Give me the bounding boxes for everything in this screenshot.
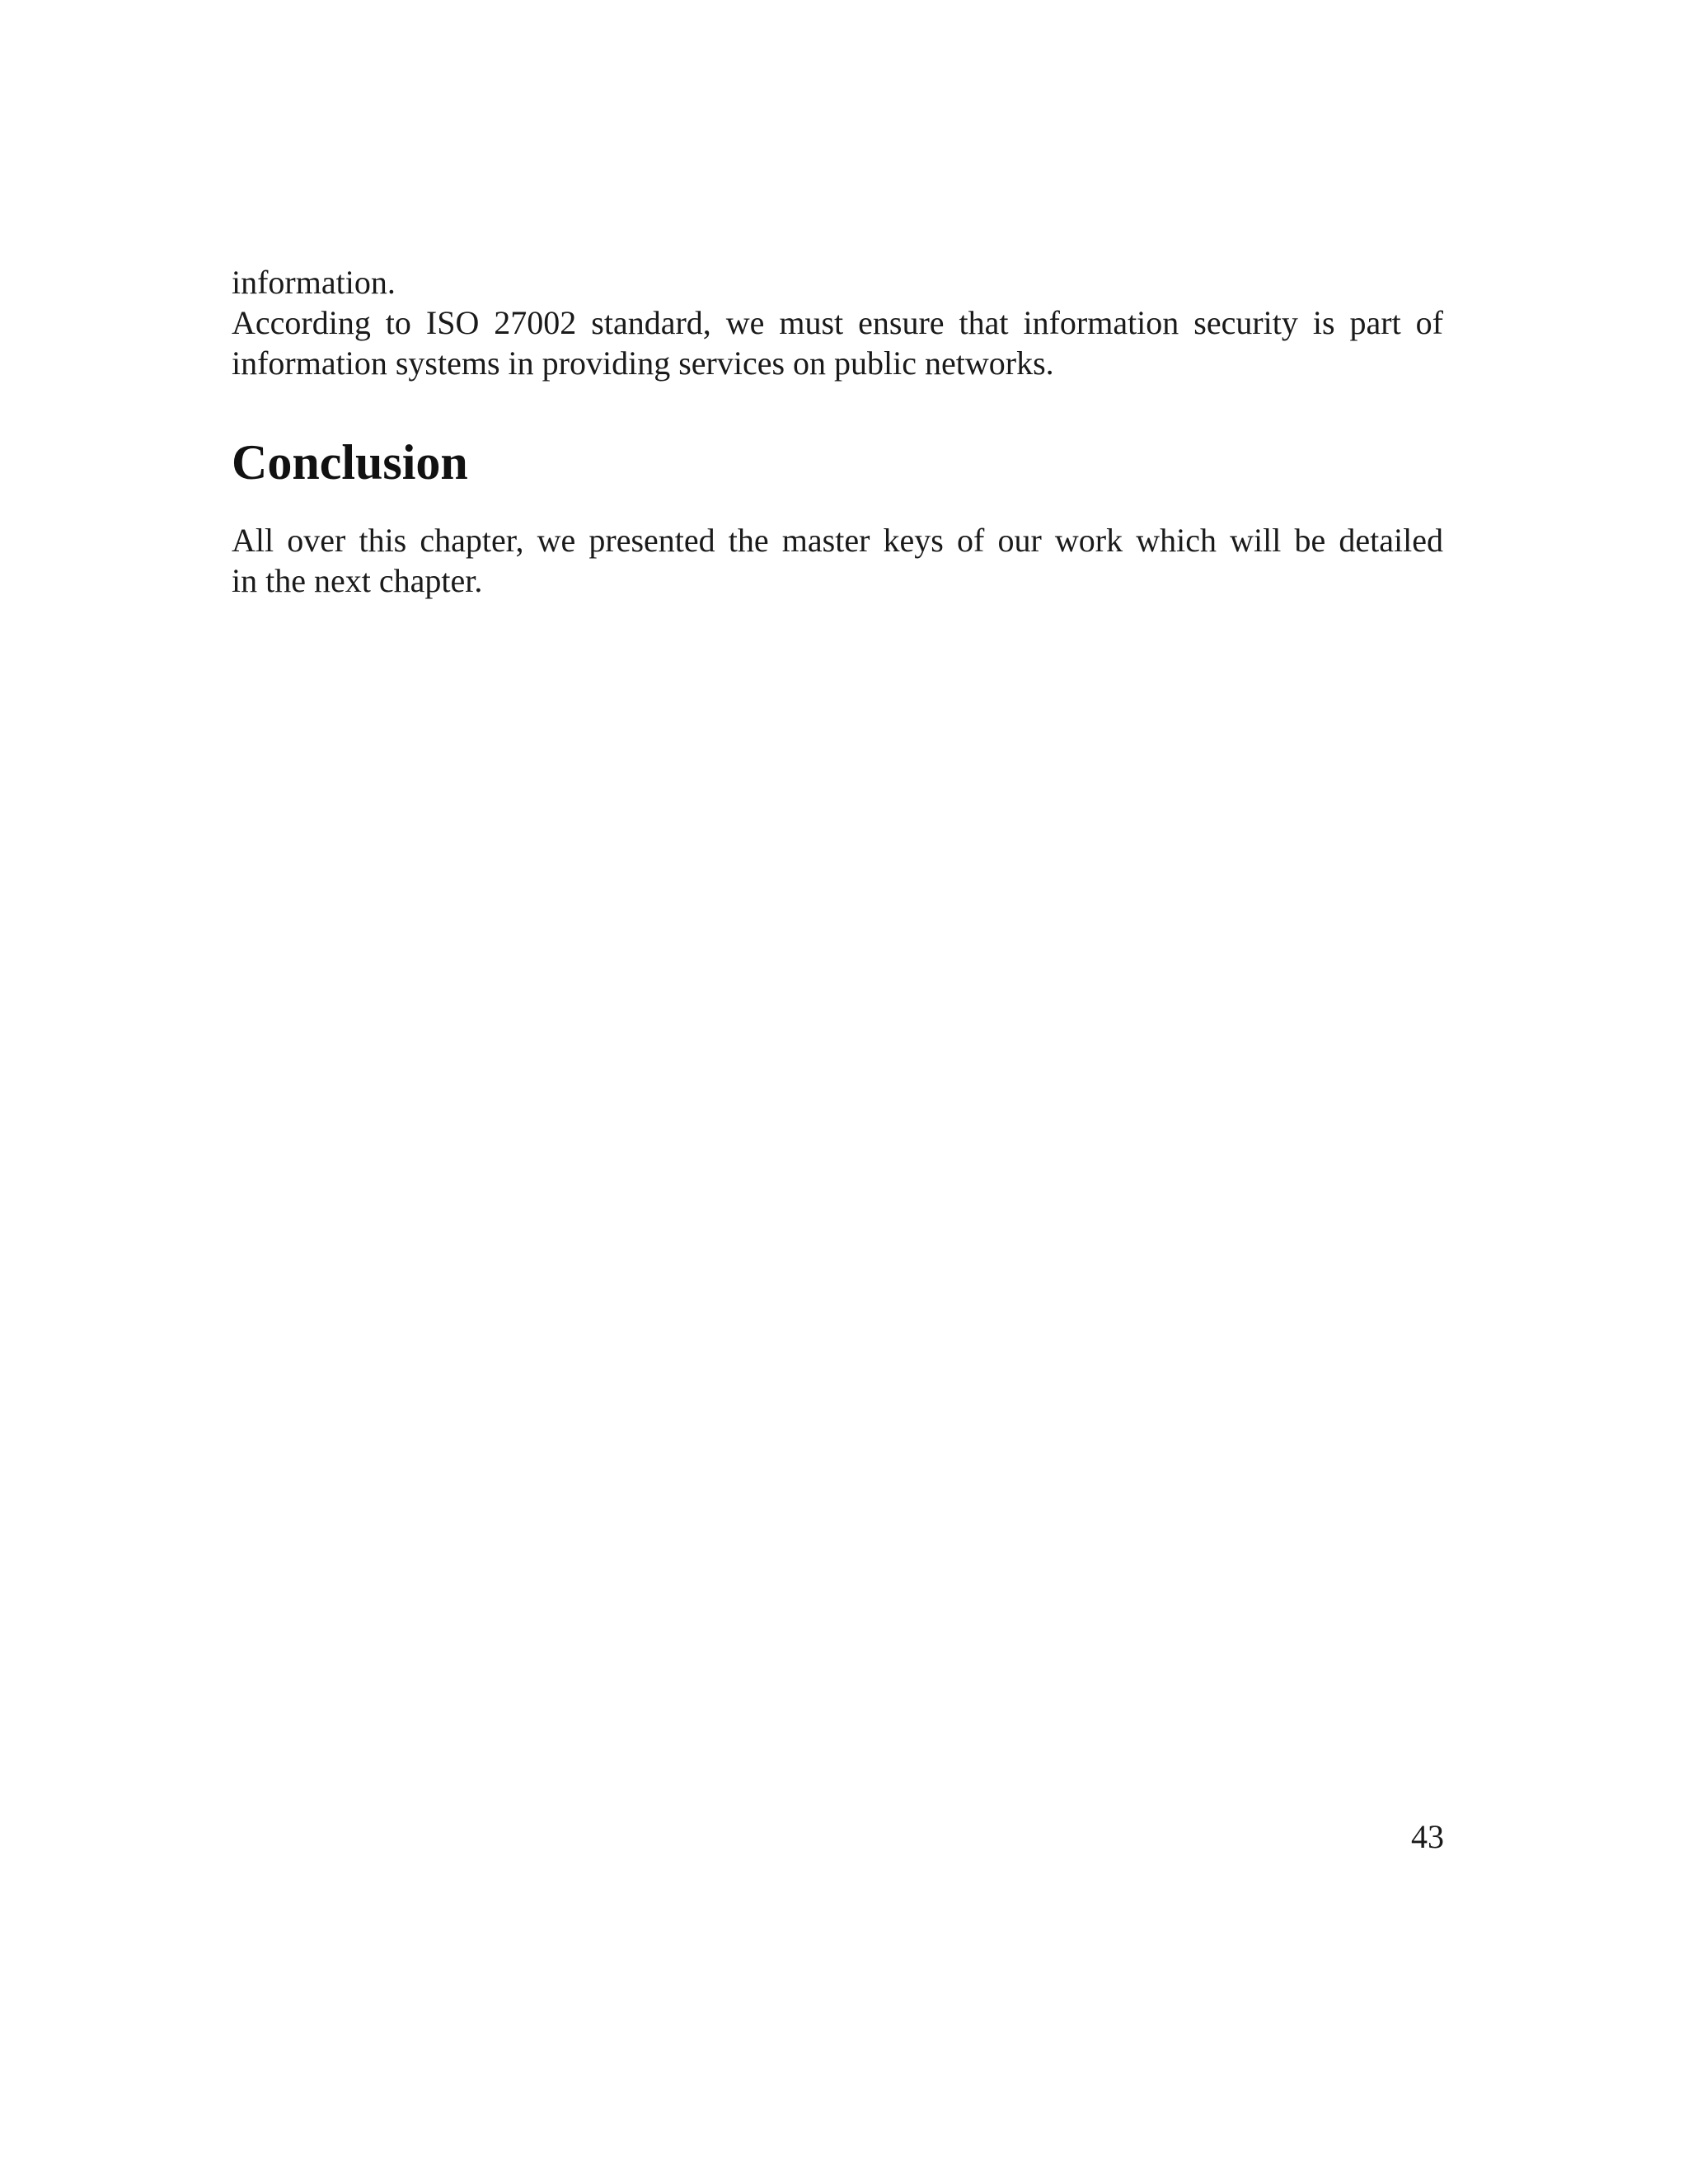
paragraph-line: in the next chapter. — [232, 562, 483, 599]
page-number: 43 — [1411, 1818, 1444, 1855]
continuation-paragraph — [232, 262, 1443, 383]
paragraph-line: information systems in providing services on public networks. — [232, 344, 1054, 382]
conclusion-paragraph — [232, 520, 1443, 601]
section-heading: Conclusion — [232, 435, 468, 490]
paragraph-line: According to ISO 27002 standard, we must ensure that information security is part of — [232, 304, 1443, 341]
paragraph-line: information. — [232, 264, 396, 301]
paragraph-line: All over this chapter, we presented the master keys of our work which will be detailed — [232, 522, 1443, 559]
